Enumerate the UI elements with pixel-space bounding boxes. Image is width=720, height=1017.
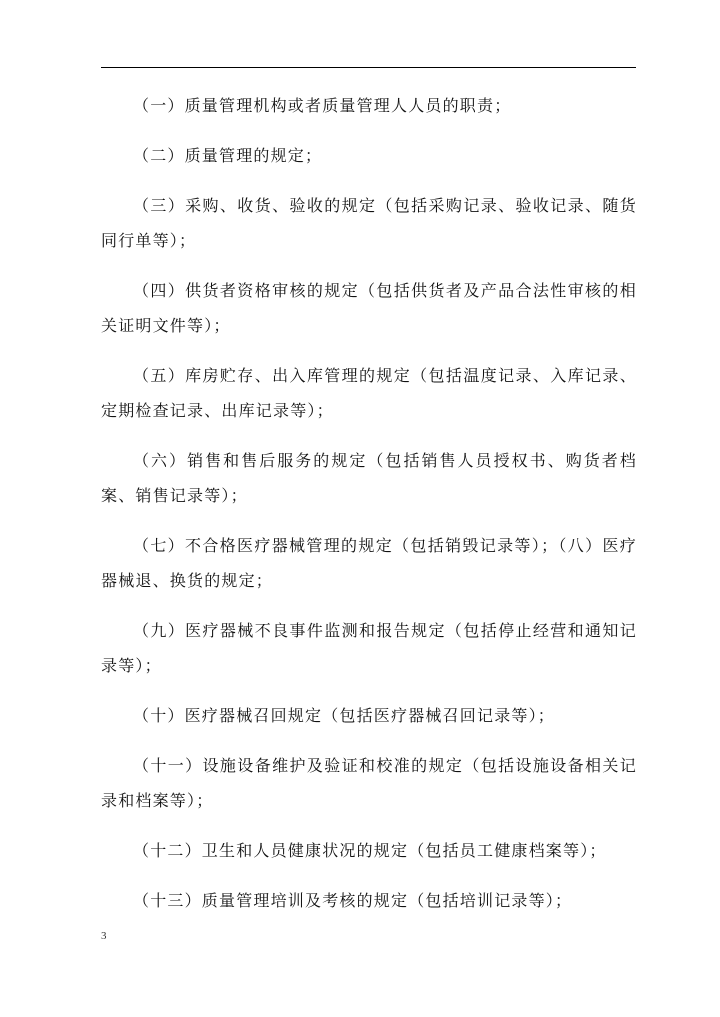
paragraph-12: （十三）质量管理培训及考核的规定（包括培训记录等）； — [133, 891, 573, 910]
paragraph-7: （七）不合格医疗器械管理的规定（包括销毁记录等）；（八）医疗器械退、换货的规定； — [101, 536, 637, 590]
paragraph-6: （六）销售和售后服务的规定（包括销售人员授权书、购货者档案、销售记录等）； — [101, 451, 637, 505]
paragraph-10: （十一）设施设备维护及验证和校准的规定（包括设施设备相关记录和档案等）； — [101, 756, 637, 810]
paragraph-5: （五）库房贮存、出入库管理的规定（包括温度记录、入库记录、定期检查记录、出库记录等）； — [101, 366, 637, 420]
paragraph-8: （九）医疗器械不良事件监测和报告规定（包括停止经营和通知记录等）； — [101, 621, 637, 675]
paragraph-4: （四）供货者资格审核的规定（包括供货者及产品合法性审核的相关证明文件等）； — [101, 281, 637, 335]
page-number: 3 — [101, 930, 107, 942]
paragraph-2: （二）质量管理的规定； — [133, 146, 323, 165]
paragraph-11: （十二）卫生和人员健康状况的规定（包括员工健康档案等）； — [133, 841, 607, 860]
document-body — [101, 88, 637, 933]
paragraph-1: （一）质量管理机构或者质量管理人人员的职责； — [133, 96, 512, 115]
paragraph-9: （十）医疗器械召回规定（包括医疗器械召回记录等）； — [133, 706, 556, 725]
paragraph-3: （三）采购、收货、验收的规定（包括采购记录、验收记录、随货同行单等）； — [101, 196, 637, 250]
header-rule — [101, 67, 636, 68]
